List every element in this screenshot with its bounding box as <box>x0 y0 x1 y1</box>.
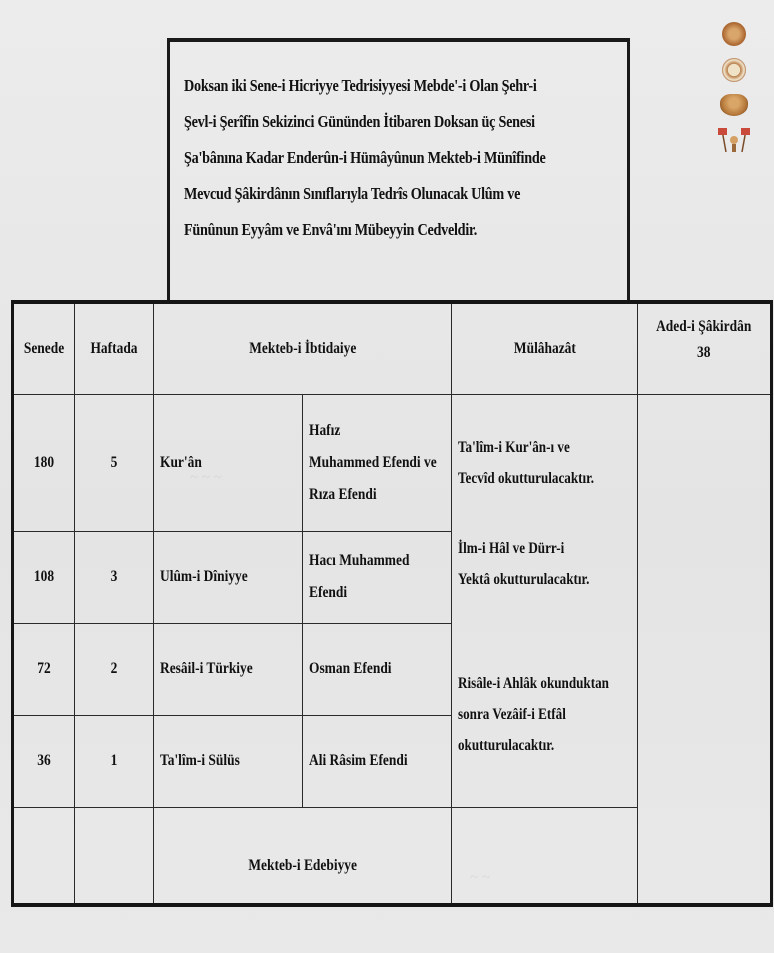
cell-senede: 72 <box>13 623 75 715</box>
cell-haftada: 5 <box>75 394 154 531</box>
cell-ders: Ulûm-i Dîniyye <box>154 531 303 623</box>
cell-empty <box>13 807 75 905</box>
document-title: Doksan iki Sene-i Hicriyye Tedrisiyyesi Mebde'-i Olan Şehr-i Şevl-i Şerîfin Sekizinci Gününden İtibaren Doksan üç Senesi Şa'bânına Kadar Enderûn-i Hümâyûnun Mekteb-i Münîfinde Mevcud Şâkirdânın Sınıflarıyla Tedrîs Olunacak Ulûm ve Fünûnun Eyyâm ve Envâ'ını Mübeyyin Cedveldir. <box>184 76 546 239</box>
clock-seal-icon <box>722 58 746 82</box>
cell-mulahazat-3: Risâle-i Ahlâk okunduktan sonra Vezâif-i Etfâl okutturulacaktır. <box>452 623 638 807</box>
title-box <box>167 38 630 300</box>
header-senede: Senede <box>13 302 75 394</box>
table-header-row <box>13 302 772 394</box>
cell-senede: 108 <box>13 531 75 623</box>
cell-senede: 180 <box>13 394 75 531</box>
schedule-table-wrap <box>11 300 770 907</box>
schedule-table <box>11 300 773 907</box>
cell-haftada: 3 <box>75 531 154 623</box>
table-row <box>13 394 772 531</box>
seal-stamps <box>714 20 754 160</box>
header-mulahazat: Mülâhazât <box>452 302 638 394</box>
cell-hoca: Osman Efendi <box>303 623 452 715</box>
header-aded-sakirdan: Aded-i Şâkirdân 38 <box>638 302 772 394</box>
cell-haftada: 2 <box>75 623 154 715</box>
cell-senede: 36 <box>13 715 75 807</box>
bleed-through-mark: ~ ~ <box>470 870 490 886</box>
cell-mekteb-edebiyye: Mekteb-i Edebiyye <box>154 807 452 905</box>
eagle-emblem-icon <box>720 94 748 116</box>
cell-empty <box>75 807 154 905</box>
cell-haftada: 1 <box>75 715 154 807</box>
cell-empty <box>452 807 638 905</box>
header-haftada: Haftada <box>75 302 154 394</box>
cell-ders: Kur'ân <box>154 394 303 531</box>
cell-mulahazat-1: Ta'lîm-i Kur'ân-ı ve Tecvîd okutturulacaktır. <box>452 394 638 531</box>
bleed-through-mark: ~ ~ ~ <box>190 470 222 486</box>
cell-mulahazat-2: İlm-i Hâl ve Dürr-i Yektâ okutturulacaktır. <box>452 531 638 623</box>
flags-emblem-icon <box>716 124 752 154</box>
cell-hoca: Hacı Muhammed Efendi <box>303 531 452 623</box>
cell-aded-empty <box>638 394 772 905</box>
cell-ders: Resâil-i Türkiye <box>154 623 303 715</box>
cell-hoca: Hafız Muhammed Efendi ve Rıza Efendi <box>303 394 452 531</box>
cell-hoca: Ali Râsim Efendi <box>303 715 452 807</box>
header-mekteb-ibtidaiye: Mekteb-i İbtidaiye <box>154 302 452 394</box>
seal-icon <box>722 22 746 46</box>
cell-ders: Ta'lîm-i Sülüs <box>154 715 303 807</box>
